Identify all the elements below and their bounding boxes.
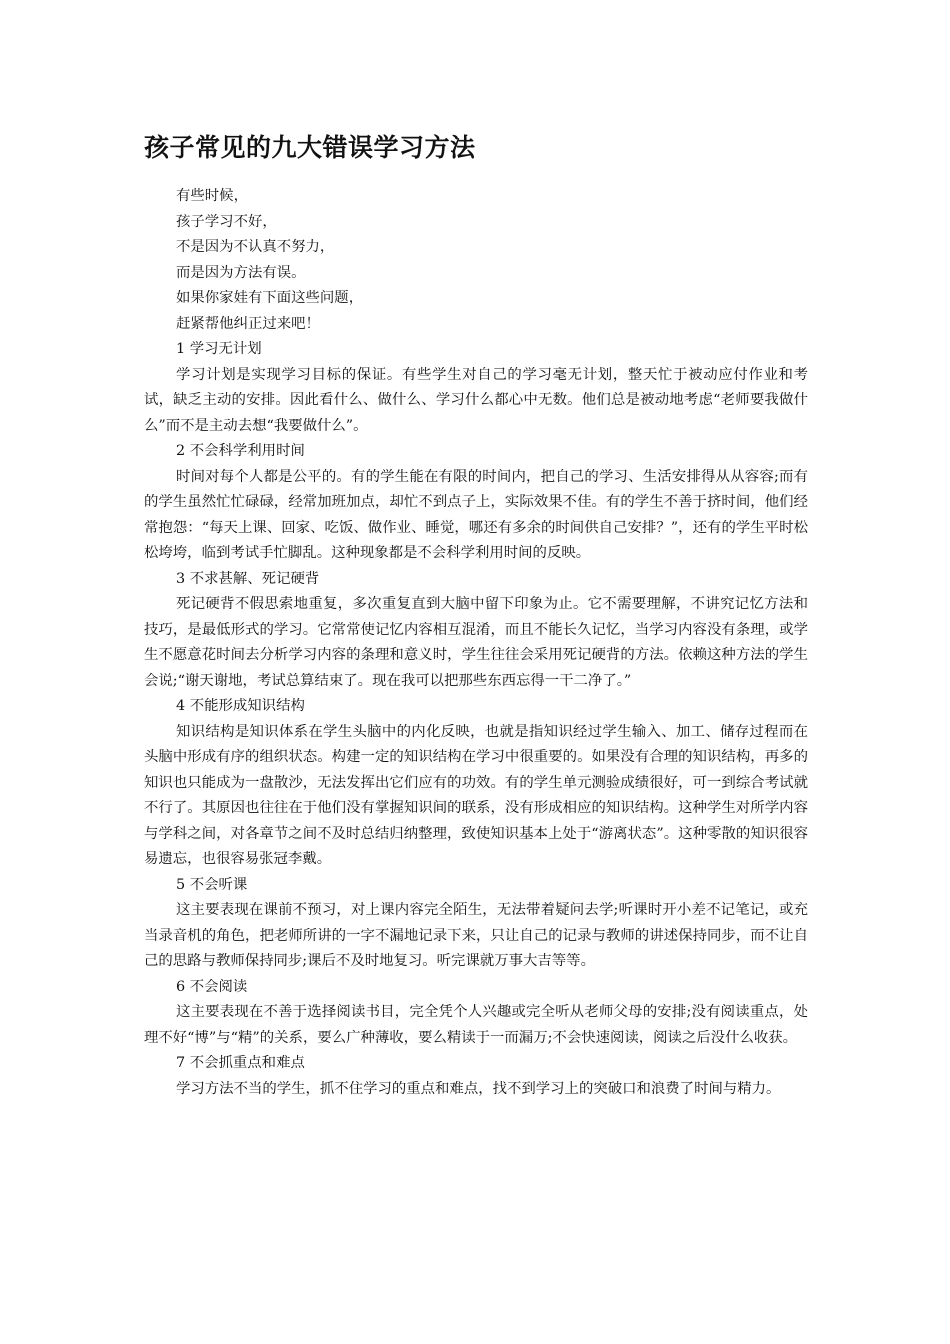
section-heading: 4 不能形成知识结构 (176, 698, 305, 714)
section-body: 学习计划是实现学习目标的保证。有些学生对自己的学习毫无计划，整天忙于被动应付作业和考试，缺乏主动的安排。因此看什么、做什么、学习什么都心中无数。他们总是被动地考虑“老师要我做什么”而不是主动去想“我要做什么”。 (144, 366, 808, 434)
section-body: 学习方法不当的学生，抓不住学习的重点和难点，找不到学习上的突破口和浪费了时间与精力。 (176, 1080, 781, 1097)
intro-line: 如果你家娃有下面这些问题， (176, 290, 364, 306)
section-body: 这主要表现在不善于选择阅读书目，完全凭个人兴趣或完全听从老师父母的安排;没有阅读重点，处理不好“博”与“精”的关系，要么广种薄收，要么精读于一而漏万;不会快速阅读，阅读之后没什么收获。 (144, 1004, 808, 1046)
document-page (144, 128, 808, 1102)
section-3 (144, 567, 808, 695)
intro-line: 有些时候， (176, 188, 248, 204)
section-5 (144, 873, 808, 975)
section-body: 知识结构是知识体系在学生头脑中的内化反映，也就是指知识经过学生输入、加工、储存过程而在头脑中形成有序的组织状态。构建一定的知识结构在学习中很重要的。如果没有合理的知识结构，再多的知识也只能成为一盘散沙，无法发挥出它们应有的功效。有的学生单元测验成绩很好，可一到综合考试就不行了。其原因也往往在于他们没有掌握知识间的联系，没有形成相应的知识结构。这种学生对所学内容与学科之间，对各章节之间不及时总结归纳整理，致使知识基本上处于“游离状态”。这种零散的知识很容易遗忘，也很容易张冠李戴。 (144, 723, 808, 867)
intro-block (144, 184, 808, 337)
section-1 (144, 337, 808, 439)
section-7 (144, 1051, 808, 1102)
intro-line: 赶紧帮他纠正过来吧！ (176, 315, 320, 332)
section-body: 这主要表现在课前不预习，对上课内容完全陌生，无法带着疑问去学;听课时开小差不记笔记，或充当录音机的角色，把老师所讲的一字不漏地记录下来，只让自己的记录与教师的讲述保持同步，而不让自己的思路与教师保持同步;课后不及时地复习。听完课就万事大吉等等。 (144, 902, 808, 969)
section-2 (144, 439, 808, 567)
intro-line: 不是因为不认真不努力， (176, 239, 335, 255)
section-heading: 3 不求甚解、死记硬背 (176, 570, 320, 587)
section-heading: 6 不会阅读 (176, 978, 248, 995)
section-body: 时间对每个人都是公平的。有的学生能在有限的时间内，把自己的学习、生活安排得从从容容;而有的学生虽然忙忙碌碌，经常加班加点，却忙不到点子上，实际效果不佳。有的学生不善于挤时间，他们经常抱怨：“每天上课、回家、吃饭、做作业、睡觉，哪还有多余的时间供自己安排？”，还有的学生平时松松垮垮，临到考试手忙脚乱。这种现象都是不会科学利用时间的反映。 (144, 468, 808, 561)
section-heading: 1 学习无计划 (176, 341, 262, 357)
intro-line: 而是因为方法有误。 (176, 264, 306, 281)
intro-line: 孩子学习不好， (176, 213, 277, 230)
section-body: 死记硬背不假思索地重复，多次重复直到大脑中留下印象为止。它不需要理解，不讲究记忆方法和技巧，是最低形式的学习。它常常使记忆内容相互混淆，而且不能长久记忆，当学习内容没有条理，或学生不愿意花时间去分析学习内容的条理和意义时，学生往往会采用死记硬背的方法。依赖这种方法的学生会说;“谢天谢地，考试总算结束了。现在我可以把那些东西忘得一干二净了。” (144, 596, 808, 689)
section-6 (144, 975, 808, 1052)
section-heading: 5 不会听课 (176, 876, 248, 893)
section-heading: 7 不会抓重点和难点 (176, 1055, 305, 1071)
section-heading: 2 不会科学利用时间 (176, 443, 305, 459)
section-4 (144, 694, 808, 873)
document-title: 孩子常见的九大错误学习方法 (144, 133, 476, 162)
